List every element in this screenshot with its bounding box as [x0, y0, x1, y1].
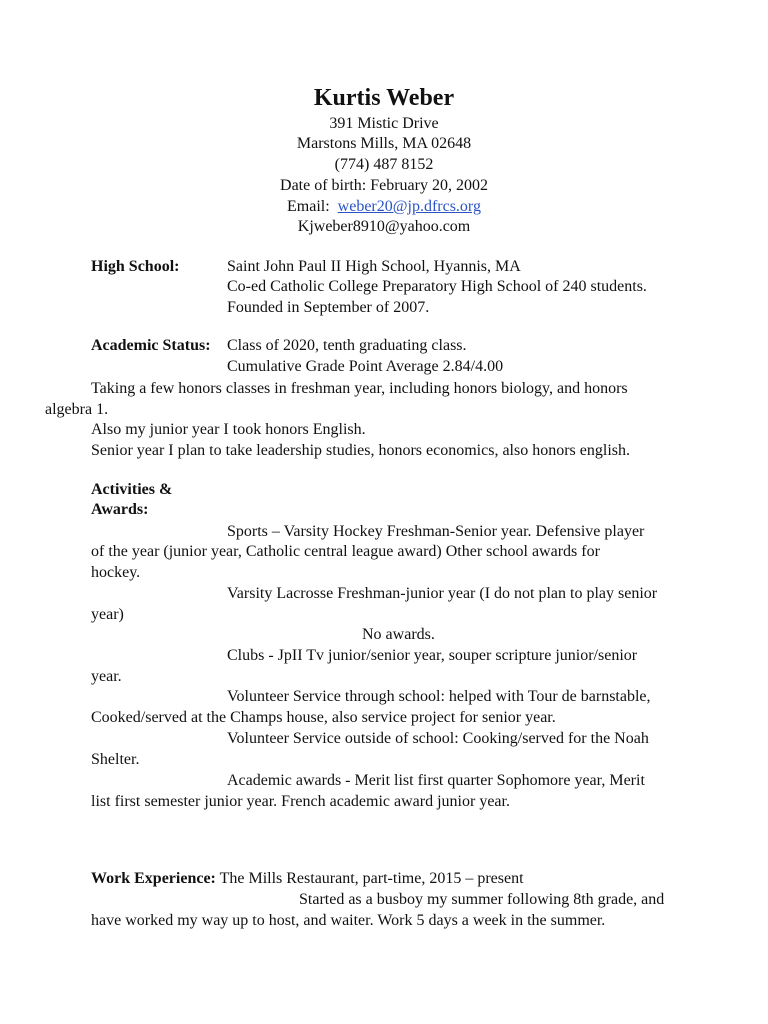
- activities-line: Clubs - JpII Tv junior/senior year, souper scripture junior/senior: [227, 647, 638, 664]
- academic-line-6: Senior year I plan to take leadership studies, honors economics, also honors english.: [91, 442, 630, 459]
- activities-line: list first semester junior year. French academic award junior year.: [91, 793, 510, 810]
- activities-line: year): [91, 606, 124, 623]
- resume-name: Kurtis Weber: [313, 85, 455, 111]
- activities-line: Volunteer Service through school: helped with Tour de barnstable,: [227, 688, 651, 705]
- academic-line-3: Taking a few honors classes in freshman year, including honors biology, and honors: [91, 380, 628, 397]
- awards-label: Awards:: [91, 501, 149, 518]
- activities-label: Activities &: [91, 481, 173, 498]
- high-school-line-1: Saint John Paul II High School, Hyannis, MA: [227, 258, 521, 275]
- work-line-3: have worked my way up to host, and waiter. Work 5 days a week in the summer.: [91, 912, 606, 929]
- high-school-label: High School:: [91, 258, 180, 275]
- phone-number: (774) 487 8152: [334, 156, 434, 173]
- secondary-email: Kjweber8910@yahoo.com: [297, 218, 471, 235]
- academic-line-4: algebra 1.: [45, 401, 109, 418]
- email-line: [0, 197, 768, 217]
- high-school-line-3: Founded in September of 2007.: [227, 299, 430, 316]
- activities-line: No awards.: [362, 626, 435, 643]
- activities-line: Academic awards - Merit list first quarter Sophomore year, Merit: [227, 772, 645, 789]
- activities-line: year.: [91, 668, 122, 685]
- work-line-2: Started as a busboy my summer following 8th grade, and: [299, 891, 665, 908]
- academic-line-1: Class of 2020, tenth graduating class.: [227, 337, 467, 354]
- activities-line: Sports – Varsity Hockey Freshman-Senior year. Defensive player: [227, 523, 645, 540]
- high-school-line-2: Co-ed Catholic College Preparatory High School of 240 students.: [227, 278, 647, 295]
- academic-status-label: Academic Status:: [91, 337, 211, 354]
- address-line-1: 391 Mistic Drive: [329, 115, 439, 132]
- work-experience-line: [91, 869, 524, 889]
- activities-line: Shelter.: [91, 751, 140, 768]
- address-line-2: Marstons Mills, MA 02648: [296, 135, 472, 152]
- email-link[interactable]: weber20@jp.dfrcs.org: [337, 198, 481, 215]
- work-experience-label: Work Experience:: [91, 870, 216, 887]
- activities-line: Volunteer Service outside of school: Cooking/served for the Noah: [227, 730, 649, 747]
- date-of-birth: Date of birth: February 20, 2002: [280, 177, 488, 194]
- activities-line: of the year (junior year, Catholic central league award) Other school awards for: [91, 543, 600, 560]
- academic-line-2: Cumulative Grade Point Average 2.84/4.00: [227, 358, 504, 375]
- work-experience-employer: The Mills Restaurant, part-time, 2015 – present: [215, 870, 524, 887]
- activities-line: Varsity Lacrosse Freshman-junior year (I do not plan to play senior: [227, 585, 658, 602]
- activities-line: hockey.: [91, 564, 141, 581]
- activities-line: Cooked/served at the Champs house, also service project for senior year.: [91, 709, 556, 726]
- email-label: Email:: [287, 198, 338, 215]
- academic-line-5: Also my junior year I took honors English.: [91, 421, 366, 438]
